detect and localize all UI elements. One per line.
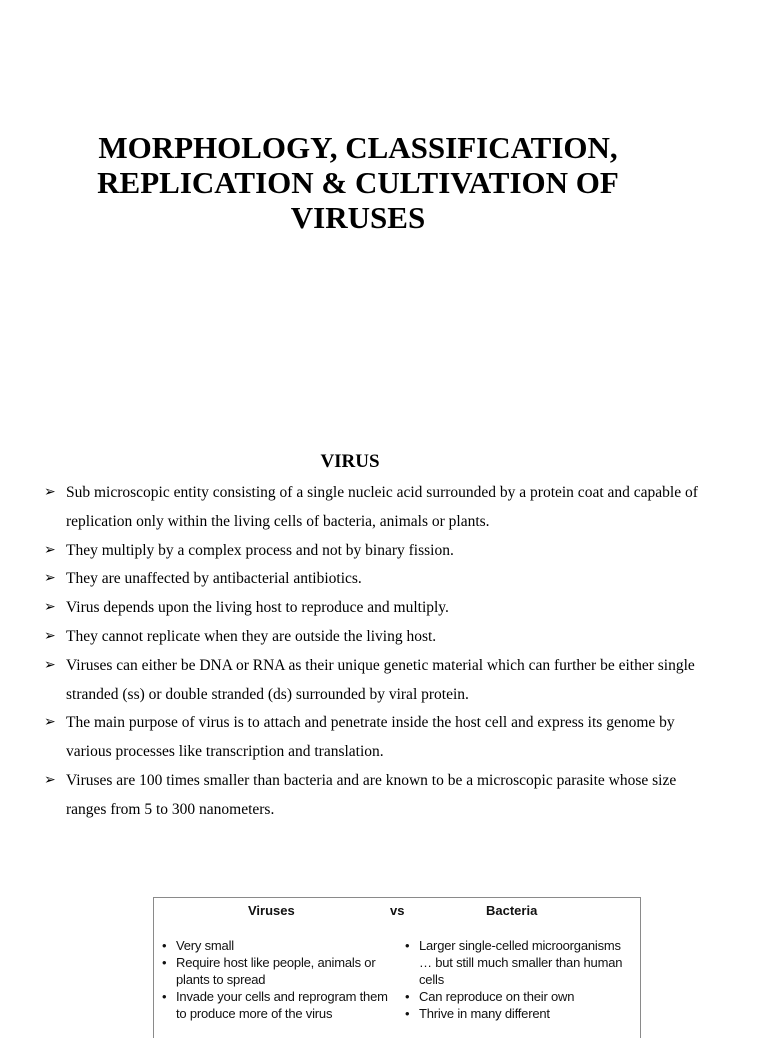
bullet-text: Virus depends upon the living host to reproduce and multiply.	[66, 599, 449, 617]
bacteria-column-header: Bacteria	[486, 903, 538, 918]
viruses-vs-bacteria-figure	[153, 897, 641, 1038]
list-item: • Thrive in many different	[401, 1005, 635, 1022]
list-item: • Require host like people, animals or plants to spread	[158, 954, 390, 988]
bullet-text: The main purpose of virus is to attach and penetrate inside the host cell and express its genome by various processes like transcription and translation.	[66, 714, 675, 761]
bullet-text: They cannot replicate when they are outside the living host.	[66, 627, 437, 645]
bullet-list	[44, 479, 708, 825]
arrow-bullet-icon: ➢	[44, 484, 56, 500]
arrow-bullet-icon: ➢	[44, 714, 56, 731]
arrow-bullet-icon: ➢	[44, 627, 56, 644]
bullet-text: Sub microscopic entity consisting of a single nucleic acid surrounded by a protein coat and capable of replication only within the living cells of bacteria, animals or plants.	[66, 484, 698, 530]
bullet-item	[44, 767, 708, 825]
bullet-item	[44, 537, 708, 566]
bacteria-list	[401, 937, 635, 1022]
arrow-bullet-icon: ➢	[44, 541, 56, 558]
section-heading: VIRUS	[320, 451, 380, 472]
bullet-item	[44, 594, 708, 623]
title-line: REPLICATION & CULTIVATION OF	[97, 165, 619, 200]
bullet-text: They are unaffected by antibacterial antibiotics.	[66, 570, 362, 588]
list-item: • Larger single-celled microorganisms … but still much smaller than human cells	[401, 937, 635, 988]
bullet-text: They multiply by a complex process and not by binary fission.	[66, 541, 454, 559]
bullet-item	[44, 623, 708, 652]
arrow-bullet-icon: ➢	[44, 599, 56, 616]
list-item: • Very small	[158, 937, 390, 954]
bullet-item	[44, 652, 708, 710]
arrow-bullet-icon: ➢	[44, 570, 56, 587]
arrow-bullet-icon: ➢	[44, 656, 56, 673]
title-line: MORPHOLOGY, CLASSIFICATION,	[98, 130, 618, 165]
vs-label: vs	[390, 903, 405, 918]
bullet-item	[44, 479, 708, 537]
list-item: • Can reproduce on their own	[401, 988, 635, 1005]
list-item: • Invade your cells and reprogram them to produce more of the virus	[158, 988, 390, 1022]
bullet-item	[44, 709, 708, 767]
bullet-item	[44, 565, 708, 594]
bullet-text: Viruses can either be DNA or RNA as their unique genetic material which can further be either single stranded (ss) or double stranded (ds) surrounded by viral protein.	[66, 656, 695, 703]
viruses-column-header: Viruses	[248, 903, 295, 918]
arrow-bullet-icon: ➢	[44, 771, 56, 788]
title-line: VIRUSES	[290, 200, 426, 235]
document-title	[60, 130, 656, 235]
bullet-text: Viruses are 100 times smaller than bacteria and are known to be a microscopic parasite whose size ranges from 5 to 300 nanometers.	[66, 771, 677, 818]
viruses-list	[158, 937, 390, 1022]
